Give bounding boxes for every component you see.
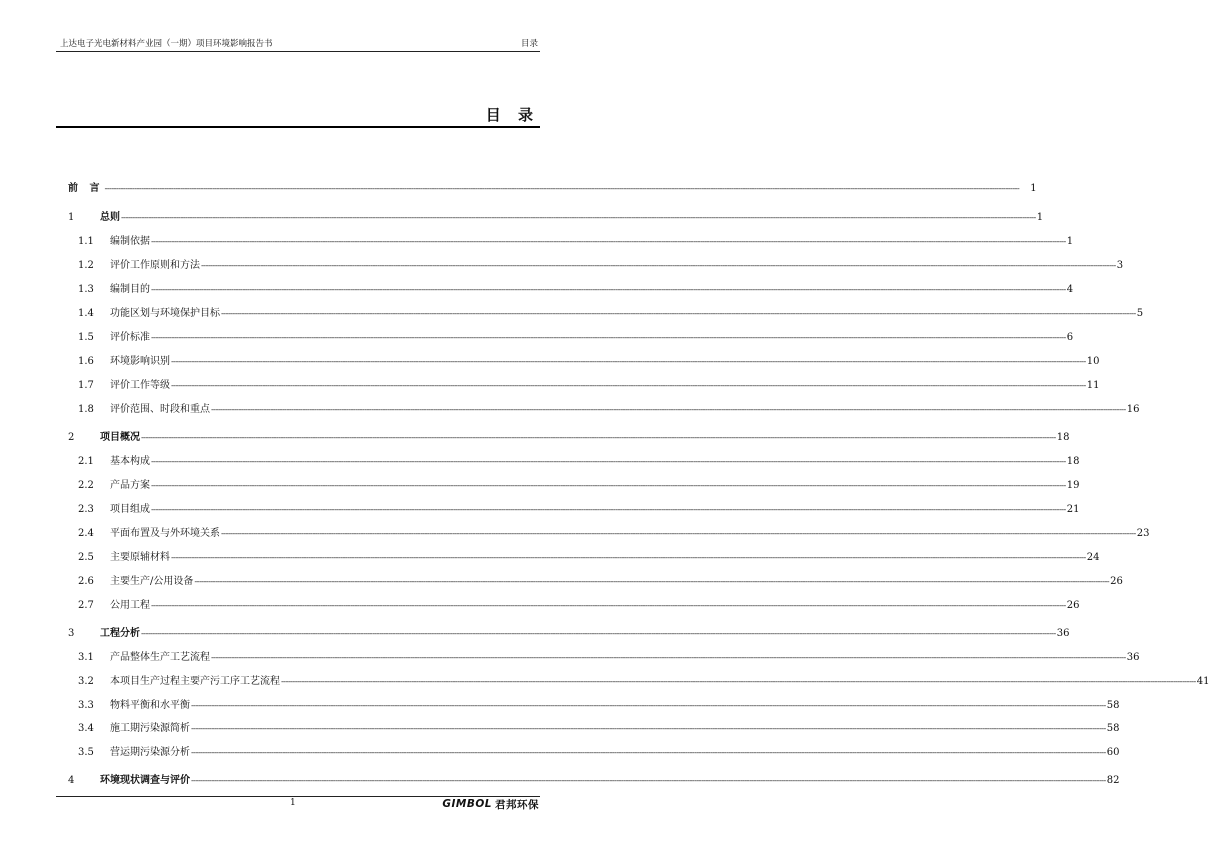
toc-entry-title: 营运期污染源分析	[110, 747, 190, 758]
toc-entry-title: 总则	[100, 212, 120, 223]
toc-entry-page: 36	[1126, 652, 1140, 663]
toc-entry-number: 3.3	[78, 700, 94, 711]
toc-dot-leader: ----------------------------------------------------------------------------------------------------------------------------------------------------------------------------------------------------------------------------------------------------------------------------------------------------------------------------------------------------------------------------------------------------------------	[171, 553, 1086, 562]
toc-entry-number: 1.2	[78, 260, 94, 271]
toc-entry-page: 60	[1106, 747, 1120, 758]
toc-dot-leader: ----------------------------------------------------------------------------------------------------------------------------------------------------------------------------------------------------------------------------------------------------------------------------------------------------------------------------------------------------------------------------------------------------------------	[141, 629, 1056, 638]
toc-dot-leader: ----------------------------------------------------------------------------------------------------------------------------------------------------------------------------------------------------------------------------------------------------------------------------------------------------------------------------------------------------------------------------------------------------------------	[211, 405, 1126, 414]
toc-dot-leader: ----------------------------------------------------------------------------------------------------------------------------------------------------------------------------------------------------------------------------------------------------------------------------------------------------------------------------------------------------------------------------------------------------------------	[191, 748, 1106, 757]
toc-entry-title: 平面布置及与外环境关系	[110, 528, 220, 539]
toc-entry[interactable]	[0, 354, 1100, 370]
toc-entry-title: 评价标准	[110, 332, 150, 343]
toc-entry-title: 项目组成	[110, 504, 150, 515]
page-title: 目 录	[485, 106, 539, 124]
logo-chinese: 君邦环保	[495, 798, 539, 811]
toc-entry[interactable]	[0, 721, 1120, 737]
toc-entry-page: 6	[1066, 332, 1074, 343]
toc-entry[interactable]	[0, 430, 1070, 446]
toc-entry-number: 3.5	[78, 747, 94, 758]
page-number: 1	[290, 798, 296, 808]
toc-entry[interactable]	[0, 598, 1080, 614]
toc-entry[interactable]	[0, 745, 1120, 761]
toc-entry-number: 2.3	[78, 504, 94, 515]
toc-entry-number: 1.7	[78, 380, 94, 391]
toc-entry-number: 2.4	[78, 528, 94, 539]
toc-entry[interactable]	[0, 258, 1124, 274]
toc-dot-leader: ----------------------------------------------------------------------------------------------------------------------------------------------------------------------------------------------------------------------------------------------------------------------------------------------------------------------------------------------------------------------------------------------------------------	[151, 601, 1066, 610]
toc-entry-page: 58	[1106, 723, 1120, 734]
toc-entry-page: 10	[1086, 356, 1100, 367]
toc-entry-number: 3.1	[78, 652, 94, 663]
toc-dot-leader: ----------------------------------------------------------------------------------------------------------------------------------------------------------------------------------------------------------------------------------------------------------------------------------------------------------------------------------------------------------------------------------------------------------------	[221, 309, 1136, 318]
toc-dot-leader: ----------------------------------------------------------------------------------------------------------------------------------------------------------------------------------------------------------------------------------------------------------------------------------------------------------------------------------------------------------------------------------------------------------------	[194, 577, 1110, 586]
toc-entry-title: 环境影响识别	[110, 356, 170, 367]
toc-entry-title: 编制依据	[110, 236, 150, 247]
toc-dot-leader: ----------------------------------------------------------------------------------------------------------------------------------------------------------------------------------------------------------------------------------------------------------------------------------------------------------------------------------------------------------------------------------------------------------------	[171, 381, 1086, 390]
toc-entry-title: 前 言	[68, 183, 104, 194]
toc-entry-number: 1.3	[78, 284, 94, 295]
toc-entry-number: 2.2	[78, 480, 94, 491]
toc-dot-leader: ----------------------------------------------------------------------------------------------------------------------------------------------------------------------------------------------------------------------------------------------------------------------------------------------------------------------------------------------------------------------------------------------------------------	[191, 776, 1106, 785]
toc-entry[interactable]	[0, 282, 1074, 298]
toc-entry-page: 41	[1196, 676, 1209, 687]
toc-entry[interactable]	[0, 626, 1070, 642]
toc-entry[interactable]	[0, 306, 1144, 322]
toc-entry-title: 主要生产/公用设备	[110, 576, 194, 587]
toc-entry-page: 18	[1056, 432, 1070, 443]
toc-entry-page: 1	[1030, 183, 1037, 194]
toc-entry-page: 4	[1066, 284, 1074, 295]
toc-entry-number: 1.5	[78, 332, 94, 343]
toc-entry-page: 16	[1126, 404, 1140, 415]
toc-dot-leader: ----------------------------------------------------------------------------------------------------------------------------------------------------------------------------------------------------------------------------------------------------------------------------------------------------------------------------------------------------------------------------------------------------------------	[104, 184, 1020, 193]
toc-entry-title: 施工期污染源简析	[110, 723, 190, 734]
toc-entry-title: 产品整体生产工艺流程	[110, 652, 210, 663]
toc-entry-page: 82	[1106, 775, 1120, 786]
toc-dot-leader: ----------------------------------------------------------------------------------------------------------------------------------------------------------------------------------------------------------------------------------------------------------------------------------------------------------------------------------------------------------------------------------------------------------------	[201, 261, 1116, 270]
company-logo	[442, 797, 539, 811]
toc-entry-title: 公用工程	[110, 600, 150, 611]
toc-entry-number: 1.4	[78, 308, 94, 319]
toc-entry-page: 18	[1066, 456, 1080, 467]
toc-entry-number: 2.5	[78, 552, 94, 563]
toc-entry-number: 1.1	[78, 236, 94, 247]
toc-dot-leader: ----------------------------------------------------------------------------------------------------------------------------------------------------------------------------------------------------------------------------------------------------------------------------------------------------------------------------------------------------------------------------------------------------------------	[151, 481, 1066, 490]
toc-entry-title: 物料平衡和水平衡	[110, 700, 190, 711]
toc-dot-leader: ----------------------------------------------------------------------------------------------------------------------------------------------------------------------------------------------------------------------------------------------------------------------------------------------------------------------------------------------------------------------------------------------------------------	[141, 433, 1056, 442]
header-document-title: 上达电子光电新材料产业园（一期）项目环境影响报告书	[60, 39, 273, 49]
toc-entry-title: 评价范围、时段和重点	[110, 404, 210, 415]
toc-entry-number: 1	[68, 212, 75, 223]
toc-entry-page: 5	[1136, 308, 1144, 319]
toc-dot-leader: ----------------------------------------------------------------------------------------------------------------------------------------------------------------------------------------------------------------------------------------------------------------------------------------------------------------------------------------------------------------------------------------------------------------	[151, 505, 1066, 514]
toc-entry-page: 24	[1086, 552, 1100, 563]
toc-entry-number: 3.4	[78, 723, 94, 734]
toc-entry-title: 环境现状调查与评价	[100, 775, 190, 786]
toc-entry[interactable]	[0, 674, 1209, 690]
toc-entry-title: 功能区划与环境保护目标	[110, 308, 220, 319]
toc-dot-leader: ----------------------------------------------------------------------------------------------------------------------------------------------------------------------------------------------------------------------------------------------------------------------------------------------------------------------------------------------------------------------------------------------------------------	[151, 457, 1066, 466]
toc-entry-number: 2.7	[78, 600, 94, 611]
toc-entry-title: 项目概况	[100, 432, 140, 443]
toc-dot-leader: ----------------------------------------------------------------------------------------------------------------------------------------------------------------------------------------------------------------------------------------------------------------------------------------------------------------------------------------------------------------------------------------------------------------	[211, 653, 1126, 662]
toc-entry-title: 主要原辅材料	[110, 552, 170, 563]
toc-entry[interactable]	[0, 650, 1140, 666]
toc-entry-page: 1	[1066, 236, 1074, 247]
title-rule	[56, 126, 540, 128]
toc-entry-title: 评价工作等级	[110, 380, 170, 391]
toc-dot-leader: ----------------------------------------------------------------------------------------------------------------------------------------------------------------------------------------------------------------------------------------------------------------------------------------------------------------------------------------------------------------------------------------------------------------	[191, 701, 1106, 710]
toc-entry-page: 26	[1066, 600, 1080, 611]
toc-entry-page: 23	[1136, 528, 1150, 539]
toc-entry-number: 2.1	[78, 456, 94, 467]
toc-dot-leader: ----------------------------------------------------------------------------------------------------------------------------------------------------------------------------------------------------------------------------------------------------------------------------------------------------------------------------------------------------------------------------------------------------------------	[151, 285, 1066, 294]
toc-entry-title: 工程分析	[100, 628, 140, 639]
toc-entry[interactable]	[0, 526, 1150, 542]
toc-entry[interactable]	[0, 402, 1140, 418]
toc-dot-leader: ----------------------------------------------------------------------------------------------------------------------------------------------------------------------------------------------------------------------------------------------------------------------------------------------------------------------------------------------------------------------------------------------------------------	[191, 724, 1106, 733]
toc-entry-title: 基本构成	[110, 456, 150, 467]
toc-entry-number: 3	[68, 628, 75, 639]
toc-entry[interactable]	[0, 181, 1037, 197]
toc-entry[interactable]	[0, 210, 1044, 226]
toc-entry-page: 19	[1066, 480, 1080, 491]
toc-entry-page: 36	[1056, 628, 1070, 639]
toc-entry[interactable]	[0, 773, 1120, 789]
toc-dot-leader: ----------------------------------------------------------------------------------------------------------------------------------------------------------------------------------------------------------------------------------------------------------------------------------------------------------------------------------------------------------------------------------------------------------------	[171, 357, 1086, 366]
toc-entry[interactable]	[0, 574, 1123, 590]
toc-dot-leader: ----------------------------------------------------------------------------------------------------------------------------------------------------------------------------------------------------------------------------------------------------------------------------------------------------------------------------------------------------------------------------------------------------------------	[121, 213, 1036, 222]
toc-dot-leader: ----------------------------------------------------------------------------------------------------------------------------------------------------------------------------------------------------------------------------------------------------------------------------------------------------------------------------------------------------------------------------------------------------------------	[151, 333, 1066, 342]
toc-entry[interactable]	[0, 234, 1074, 250]
toc-entry-page: 26	[1110, 576, 1123, 587]
toc-entry[interactable]	[0, 698, 1120, 714]
toc-dot-leader: ----------------------------------------------------------------------------------------------------------------------------------------------------------------------------------------------------------------------------------------------------------------------------------------------------------------------------------------------------------------------------------------------------------------	[281, 677, 1196, 686]
logo-english: GIMBOL	[442, 798, 492, 810]
toc-entry-title: 本项目生产过程主要产污工序工艺流程	[110, 676, 280, 687]
toc-entry-number: 2	[68, 432, 75, 443]
toc-entry-title: 编制目的	[110, 284, 150, 295]
toc-entry-page: 58	[1106, 700, 1120, 711]
toc-entry[interactable]	[0, 550, 1100, 566]
toc-entry-number: 4	[68, 775, 75, 786]
toc-dot-leader: ----------------------------------------------------------------------------------------------------------------------------------------------------------------------------------------------------------------------------------------------------------------------------------------------------------------------------------------------------------------------------------------------------------------	[221, 529, 1136, 538]
toc-entry[interactable]	[0, 378, 1100, 394]
toc-entry[interactable]	[0, 478, 1080, 494]
header-rule	[56, 51, 540, 52]
running-header	[56, 38, 540, 52]
toc-entry-page: 1	[1036, 212, 1044, 223]
toc-entry-title: 评价工作原则和方法	[110, 260, 200, 271]
toc-entry-page: 11	[1086, 380, 1100, 391]
toc-entry[interactable]	[0, 330, 1074, 346]
toc-entry[interactable]	[0, 454, 1080, 470]
toc-entry-number: 3.2	[78, 676, 94, 687]
toc-entry-page: 3	[1116, 260, 1124, 271]
toc-entry-number: 1.8	[78, 404, 94, 415]
toc-entry[interactable]	[0, 502, 1080, 518]
toc-entry-page: 21	[1066, 504, 1080, 515]
toc-entry-number: 2.6	[78, 576, 94, 587]
toc-entry-number: 1.6	[78, 356, 94, 367]
toc-dot-leader: ----------------------------------------------------------------------------------------------------------------------------------------------------------------------------------------------------------------------------------------------------------------------------------------------------------------------------------------------------------------------------------------------------------------	[151, 237, 1066, 246]
header-section-name: 目录	[520, 39, 538, 49]
toc-entry-title: 产品方案	[110, 480, 150, 491]
